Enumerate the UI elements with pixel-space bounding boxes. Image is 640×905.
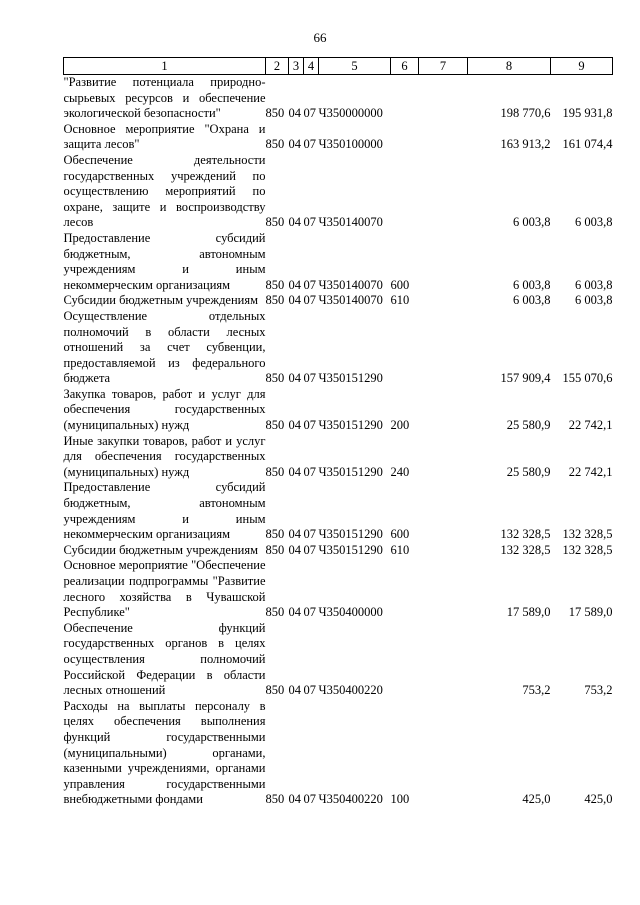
cell-c7 <box>419 75 468 122</box>
cell-c2: 850 <box>265 137 285 152</box>
cell-c2: 850 <box>265 418 285 433</box>
column-header-1: 1 <box>64 58 266 75</box>
cell-name: Основное мероприятие "Охрана и защита лесов" <box>63 121 266 152</box>
cell-c7 <box>419 309 468 387</box>
cell-c5: Ч350400220 <box>318 792 383 807</box>
cell-c9: 753,2 <box>584 683 613 698</box>
table-row <box>64 699 613 808</box>
cell-c8: 17 589,0 <box>506 605 551 620</box>
column-header-9: 9 <box>551 58 613 75</box>
column-header-3: 3 <box>289 58 304 75</box>
cell-c8: 753,2 <box>522 683 551 698</box>
cell-c8: 132 328,5 <box>500 527 551 542</box>
cell-c4: 07 <box>303 215 316 230</box>
column-header-6: 6 <box>391 58 419 75</box>
cell-c9: 161 074,4 <box>562 137 613 152</box>
cell-c4: 07 <box>303 542 316 557</box>
cell-c4: 07 <box>303 137 316 152</box>
cell-c3: 04 <box>288 277 301 292</box>
cell-c8: 198 770,6 <box>500 106 551 121</box>
cell-name: Закупка товаров, работ и услуг для обеспечения государственных (муниципальных) нужд <box>63 386 266 433</box>
cell-c3: 04 <box>288 371 301 386</box>
cell-c2: 850 <box>265 542 285 557</box>
cell-c8: 6 003,8 <box>513 215 551 230</box>
cell-c5: Ч350151290 <box>318 371 383 386</box>
cell-c7 <box>419 122 468 153</box>
cell-c9: 6 003,8 <box>575 215 613 230</box>
cell-c8: 163 913,2 <box>500 137 551 152</box>
cell-c4: 07 <box>303 792 316 807</box>
cell-c4: 07 <box>303 293 316 308</box>
cell-c3: 04 <box>288 792 301 807</box>
table-header <box>64 58 613 75</box>
cell-c6 <box>391 558 419 620</box>
cell-c5: Ч350000000 <box>318 106 383 121</box>
cell-name: Предоставление субсидий бюджетным, автономным учреждениям и иным некоммерческим организациям <box>63 230 266 292</box>
page-number: 66 <box>313 30 327 45</box>
cell-c7 <box>419 434 468 481</box>
table-row <box>64 231 613 293</box>
cell-c7 <box>419 387 468 434</box>
cell-c2: 850 <box>265 605 285 620</box>
cell-c6 <box>391 621 419 699</box>
cell-c6: 600 <box>390 527 410 542</box>
table-row <box>64 558 613 620</box>
cell-c4: 07 <box>303 683 316 698</box>
cell-c2: 850 <box>265 683 285 698</box>
table-row <box>64 387 613 434</box>
cell-c6: 200 <box>390 418 410 433</box>
cell-c2: 850 <box>265 464 285 479</box>
cell-c4: 07 <box>303 418 316 433</box>
cell-c7 <box>419 231 468 293</box>
cell-c2: 850 <box>265 792 285 807</box>
column-header-7: 7 <box>419 58 468 75</box>
cell-name: Осуществление отдельных полномочий в области лесных отношений за счет субвенции, предоставляемой из федерального бюджета <box>63 308 266 386</box>
cell-c7 <box>419 621 468 699</box>
header-row <box>64 58 613 75</box>
column-header-2: 2 <box>266 58 289 75</box>
cell-c3: 04 <box>288 293 301 308</box>
cell-c8: 25 580,9 <box>506 464 551 479</box>
cell-c5: Ч350140070 <box>318 215 383 230</box>
table-row <box>64 434 613 481</box>
cell-c5: Ч350140070 <box>318 277 383 292</box>
cell-c2: 850 <box>265 106 285 121</box>
cell-c5: Ч350140070 <box>318 293 383 308</box>
cell-name: Субсидии бюджетным учреждениям <box>63 293 259 308</box>
column-header-5: 5 <box>319 58 391 75</box>
cell-c6: 610 <box>390 293 410 308</box>
cell-c6 <box>391 153 419 231</box>
table-body <box>64 75 613 808</box>
cell-c6: 240 <box>390 464 410 479</box>
cell-c9: 6 003,8 <box>575 277 613 292</box>
cell-c3: 04 <box>288 106 301 121</box>
cell-c9: 195 931,8 <box>562 106 613 121</box>
cell-c3: 04 <box>288 418 301 433</box>
cell-c8: 6 003,8 <box>513 277 551 292</box>
table-row <box>64 309 613 387</box>
cell-c5: Ч350151290 <box>318 418 383 433</box>
cell-c4: 07 <box>303 277 316 292</box>
table-row <box>64 621 613 699</box>
cell-c3: 04 <box>288 215 301 230</box>
cell-name: Расходы на выплаты персоналу в целях обеспечения выполнения функций государственными (муниципальными) органами, казенными учреждениями, органами управления государственными внебюджетными фондами <box>63 698 266 807</box>
cell-c4: 07 <box>303 605 316 620</box>
cell-name: "Развитие потенциала природно-сырьевых ресурсов и обеспечение экологической безопасности" <box>63 75 266 121</box>
cell-c2: 850 <box>265 527 285 542</box>
table-row <box>64 75 613 122</box>
cell-c6 <box>391 309 419 387</box>
cell-c8: 132 328,5 <box>500 542 551 557</box>
column-header-8: 8 <box>468 58 551 75</box>
cell-c3: 04 <box>288 527 301 542</box>
cell-name: Субсидии бюджетным учреждениям <box>63 542 259 557</box>
cell-c3: 04 <box>288 683 301 698</box>
cell-c3: 04 <box>288 542 301 557</box>
cell-c5: Ч350151290 <box>318 527 383 542</box>
table-row <box>64 122 613 153</box>
cell-c6: 610 <box>390 542 410 557</box>
column-header-4: 4 <box>304 58 319 75</box>
cell-c9: 425,0 <box>584 792 613 807</box>
cell-name: Обеспечение функций государственных органов в целях осуществления полномочий Российской Федерации в области лесных отношений <box>63 620 266 698</box>
cell-c4: 07 <box>303 527 316 542</box>
cell-c2: 850 <box>265 371 285 386</box>
cell-c8: 6 003,8 <box>513 293 551 308</box>
cell-c5: Ч350400000 <box>318 605 383 620</box>
cell-c5: Ч350151290 <box>318 542 383 557</box>
cell-c9: 22 742,1 <box>568 464 613 479</box>
cell-c7 <box>419 480 468 542</box>
cell-c6 <box>391 75 419 122</box>
cell-c9: 132 328,5 <box>562 542 613 557</box>
cell-c9: 6 003,8 <box>575 293 613 308</box>
cell-name: Обеспечение деятельности государственных учреждений по осуществлению мероприятий по охране, защите и воспроизводству лесов <box>63 152 266 230</box>
cell-c9: 22 742,1 <box>568 418 613 433</box>
cell-c7 <box>419 543 468 559</box>
cell-c2: 850 <box>265 215 285 230</box>
cell-c8: 25 580,9 <box>506 418 551 433</box>
cell-c4: 07 <box>303 106 316 121</box>
cell-c8: 157 909,4 <box>500 371 551 386</box>
table-row <box>64 293 613 309</box>
cell-name: Предоставление субсидий бюджетным, автономным учреждениям и иным некоммерческим организациям <box>63 480 266 542</box>
cell-c9: 132 328,5 <box>562 527 613 542</box>
cell-c5: Ч350100000 <box>318 137 383 152</box>
cell-c6 <box>391 122 419 153</box>
cell-c7 <box>419 699 468 808</box>
cell-c4: 07 <box>303 371 316 386</box>
budget-table <box>63 57 613 808</box>
table-row <box>64 480 613 542</box>
cell-c2: 850 <box>265 293 285 308</box>
cell-c5: Ч350400220 <box>318 683 383 698</box>
table-row <box>64 153 613 231</box>
cell-c3: 04 <box>288 464 301 479</box>
table-row <box>64 543 613 559</box>
cell-c4: 07 <box>303 464 316 479</box>
cell-c8: 425,0 <box>522 792 551 807</box>
cell-c7 <box>419 558 468 620</box>
cell-c3: 04 <box>288 605 301 620</box>
cell-c9: 17 589,0 <box>568 605 613 620</box>
cell-c9: 155 070,6 <box>562 371 613 386</box>
cell-c7 <box>419 153 468 231</box>
cell-c2: 850 <box>265 277 285 292</box>
cell-c6: 100 <box>390 792 410 807</box>
cell-c5: Ч350151290 <box>318 464 383 479</box>
cell-c3: 04 <box>288 137 301 152</box>
cell-c7 <box>419 293 468 309</box>
cell-name: Иные закупки товаров, работ и услуг для обеспечения государственных (муниципальных) нужд <box>63 433 266 479</box>
cell-name: Основное мероприятие "Обеспечение реализации подпрограммы "Развитие лесного хозяйства в Чувашской Республике" <box>63 558 266 620</box>
cell-c6: 600 <box>390 277 410 292</box>
